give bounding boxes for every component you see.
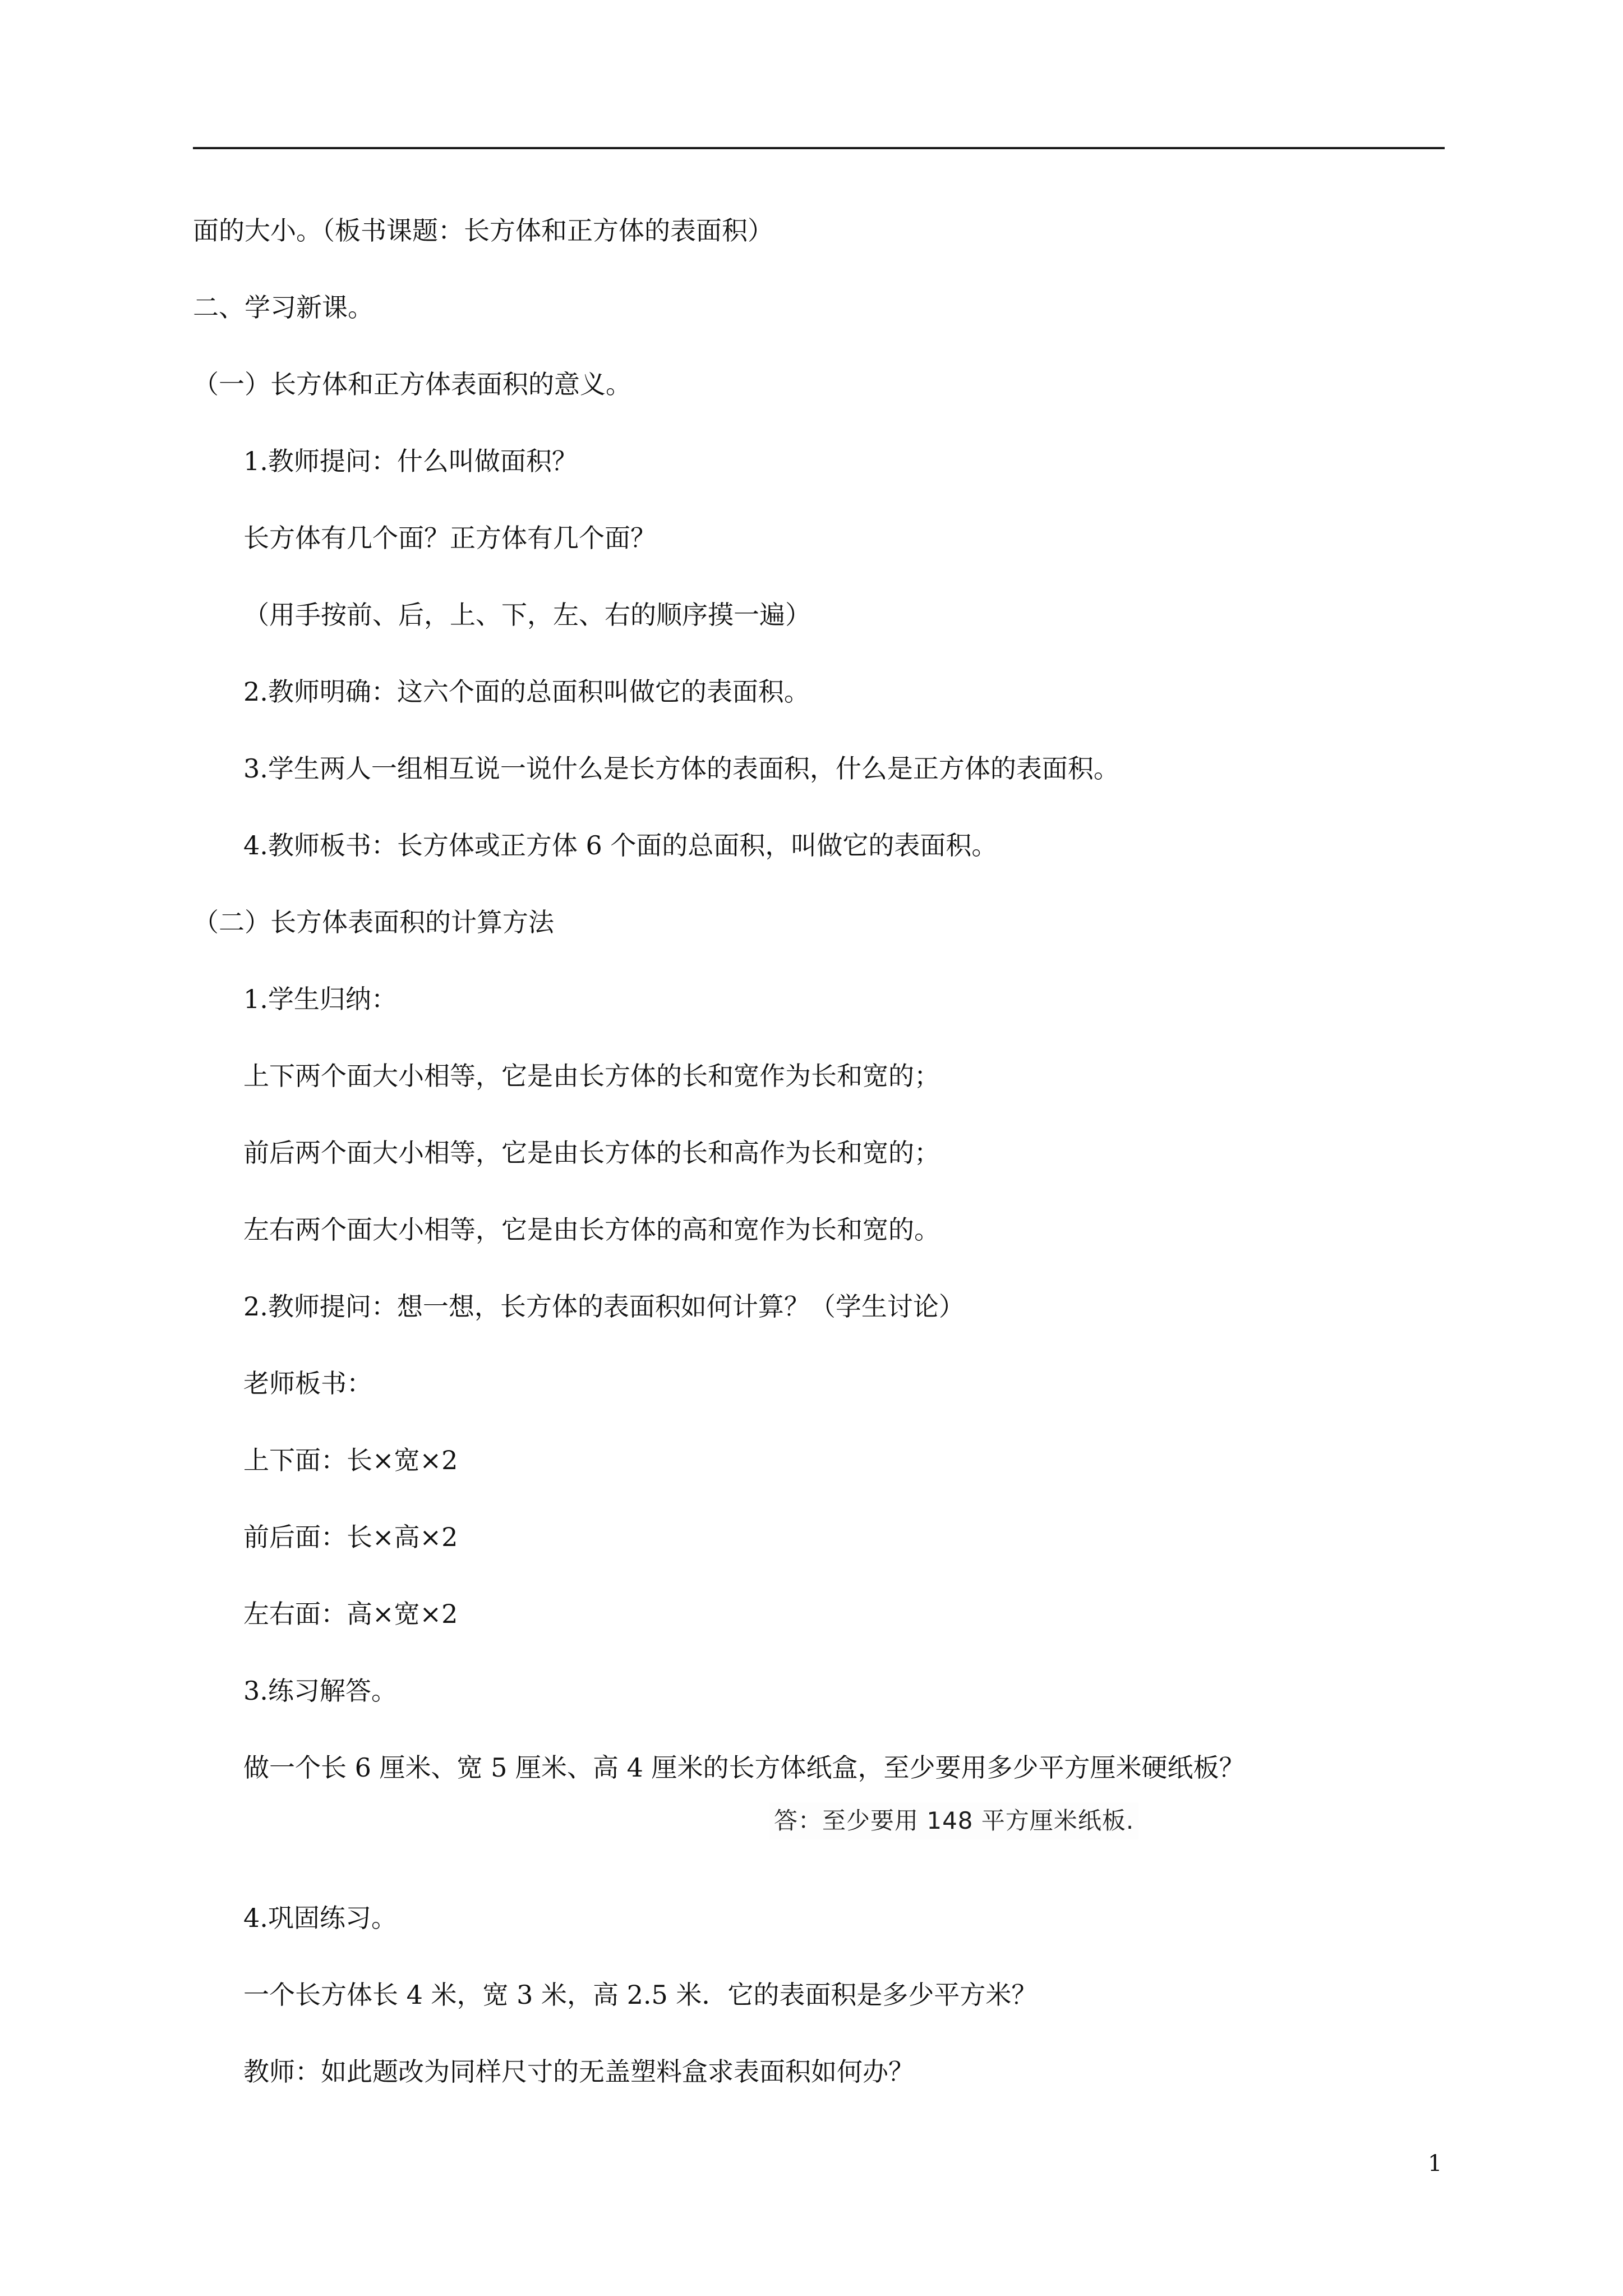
text-line: 老师板书：: [243, 1368, 372, 1398]
text-line: 一个长方体长 4 米，宽 3 米，高 2.5 米．它的表面积是多少平方米？: [243, 1980, 1038, 2010]
text-line: 1.教师提问：什么叫做面积？: [243, 446, 578, 476]
subsection-heading: （一）长方体和正方体表面积的意义。: [193, 369, 631, 399]
text-line: 左右两个面大小相等，它是由长方体的高和宽作为长和宽的。: [243, 1214, 940, 1245]
text-line: 做一个长 6 厘米、宽 5 厘米、高 4 厘米的长方体纸盒，至少要用多少平方厘米硬纸板？: [243, 1752, 1245, 1783]
text-line: 3.学生两人一组相互说一说什么是长方体的表面积，什么是正方体的表面积。: [243, 753, 1119, 784]
text-line: 长方体有几个面？正方体有几个面？: [243, 523, 656, 553]
text-line: 3.练习解答。: [243, 1676, 397, 1706]
formula-line: 左右面：高×宽×2: [243, 1599, 458, 1629]
text-line: 4.教师板书：长方体或正方体 6 个面的总面积，叫做它的表面积。: [243, 830, 998, 861]
text-line: 2.教师提问：想一想，长方体的表面积如何计算？（学生讨论）: [243, 1291, 965, 1322]
header-rule: [193, 147, 1445, 149]
formula-line: 上下面：长×宽×2: [243, 1445, 458, 1475]
text-line: 1.学生归纳：: [243, 984, 397, 1014]
answer-image: 答：至少要用 148 平方厘米纸板.: [769, 1802, 1138, 1839]
subsection-heading: （二）长方体表面积的计算方法: [193, 907, 554, 937]
text-line: 4.巩固练习。: [243, 1903, 397, 1933]
text-line: 教师：如此题改为同样尺寸的无盖塑料盒求表面积如何办？: [243, 2056, 914, 2087]
text-line: （用手按前、后，上、下，左、右的顺序摸一遍）: [243, 600, 811, 630]
section-heading: 二、学习新课。: [193, 292, 374, 323]
formula-line: 前后面：长×高×2: [243, 1522, 458, 1552]
text-line: 面的大小。（板书课题：长方体和正方体的表面积）: [193, 215, 773, 246]
text-line: 2.教师明确：这六个面的总面积叫做它的表面积。: [243, 677, 810, 707]
text-line: 前后两个面大小相等，它是由长方体的长和高作为长和宽的；: [243, 1138, 940, 1168]
text-line: 上下两个面大小相等，它是由长方体的长和宽作为长和宽的；: [243, 1061, 940, 1091]
page-number: 1: [1428, 2151, 1442, 2177]
